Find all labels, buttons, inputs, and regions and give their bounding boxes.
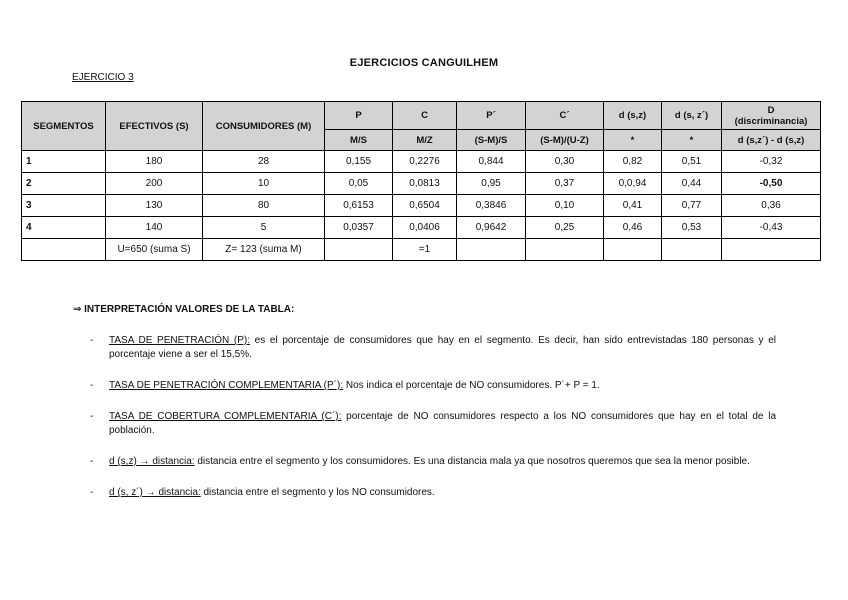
cell-efectivos: 180 <box>106 151 203 173</box>
cell-efectivos: 140 <box>106 217 203 239</box>
cell-p: 0,05 <box>325 173 393 195</box>
segments-table <box>21 101 821 261</box>
term-label: d (s,z) → distancia: <box>109 456 195 467</box>
header-p-prime: P´ <box>457 102 526 130</box>
dash-bullet: - <box>90 380 94 391</box>
header-row <box>22 102 821 130</box>
term-label: TASA DE PENETRACIÓN (P): <box>109 335 251 346</box>
cell-segment: 4 <box>22 217 106 239</box>
cell-efectivos: 200 <box>106 173 203 195</box>
term-label: TASA DE PENETRACIÓN COMPLEMENTARIA (P´): <box>109 380 344 391</box>
cell-p-prime: 0,9642 <box>457 217 526 239</box>
cell-segment: 2 <box>22 173 106 195</box>
dash-bullet: - <box>90 487 94 498</box>
header-c: C <box>393 102 457 130</box>
cell-empty <box>662 239 722 261</box>
cell-p: 0,0357 <box>325 217 393 239</box>
term-description: Nos indica el porcentaje de NO consumidores. P´+ P = 1. <box>343 380 600 391</box>
cell-p: 0,155 <box>325 151 393 173</box>
term-description: porcentaje de NO consumidores respecto a los NO consumidores que hay en el total de la población. <box>109 411 777 436</box>
dash-bullet: - <box>90 335 94 346</box>
cell-p-prime: 0,3846 <box>457 195 526 217</box>
cell-segment: 1 <box>22 151 106 173</box>
list-item-text <box>109 486 776 500</box>
cell-p-prime: 0,95 <box>457 173 526 195</box>
list-item <box>90 334 776 362</box>
total-z: Z= 123 (suma M) <box>203 239 325 261</box>
totals-row <box>22 239 821 261</box>
cell-empty <box>604 239 662 261</box>
total-u: U=650 (suma S) <box>106 239 203 261</box>
cell-p-prime: 0,844 <box>457 151 526 173</box>
table-row <box>22 173 821 195</box>
cell-dszp: 0,77 <box>662 195 722 217</box>
cell-segment: 3 <box>22 195 106 217</box>
formula-d: d (s,z´) - d (s,z) <box>722 130 821 151</box>
term-description: es el porcentaje de consumidores que hay en el segmento. Es decir, han sido entrevistadas 180 personas y el porcentaje viene a ser el 15,5%. <box>109 335 776 360</box>
document-title: EJERCICIOS CANGUILHEM <box>349 57 499 69</box>
list-item <box>90 486 776 500</box>
header-p: P <box>325 102 393 130</box>
cell-d: 0,36 <box>722 195 821 217</box>
cell-p: 0,6153 <box>325 195 393 217</box>
cell-consumidores: 5 <box>203 217 325 239</box>
dash-bullet: - <box>90 456 94 467</box>
cell-c: 0,2276 <box>393 151 457 173</box>
formula-p-prime: (S-M)/S <box>457 130 526 151</box>
cell-c: 0,0406 <box>393 217 457 239</box>
header-consumidores: CONSUMIDORES (M) <box>203 102 325 151</box>
cell-dszp: 0,51 <box>662 151 722 173</box>
dash-bullet: - <box>90 411 94 422</box>
cell-empty <box>526 239 604 261</box>
header-efectivos: EFECTIVOS (S) <box>106 102 203 151</box>
cell-consumidores: 28 <box>203 151 325 173</box>
term-description: distancia entre el segmento y los consumidores. Es una distancia mala ya que nosotros queremos que sea la menor posible. <box>194 456 750 467</box>
term-description: distancia entre el segmento y los NO consumidores. <box>200 487 435 498</box>
header-d-label: D <box>767 104 775 116</box>
cell-empty <box>22 239 106 261</box>
exercise-subtitle: EJERCICIO 3 <box>72 72 134 83</box>
list-item-text <box>109 379 776 393</box>
total-c: =1 <box>393 239 457 261</box>
cell-dsz: 0,41 <box>604 195 662 217</box>
cell-c-prime: 0,25 <box>526 217 604 239</box>
formula-dsz: * <box>604 130 662 151</box>
cell-dszp: 0,53 <box>662 217 722 239</box>
formula-c: M/Z <box>393 130 457 151</box>
term-label: TASA DE COBERTURA COMPLEMENTARIA (C´): <box>109 411 342 422</box>
cell-d: -0,32 <box>722 151 821 173</box>
list-item-text <box>109 410 776 438</box>
formula-c-prime: (S-M)/(U-Z) <box>526 130 604 151</box>
cell-d: -0,50 <box>722 173 821 195</box>
cell-c: 0,0813 <box>393 173 457 195</box>
cell-consumidores: 80 <box>203 195 325 217</box>
header-dsz: d (s,z) <box>604 102 662 130</box>
cell-consumidores: 10 <box>203 173 325 195</box>
header-d <box>722 102 821 130</box>
header-c-prime: C´ <box>526 102 604 130</box>
table-row <box>22 195 821 217</box>
list-item <box>90 410 776 438</box>
cell-d: -0,43 <box>722 217 821 239</box>
cell-c-prime: 0,37 <box>526 173 604 195</box>
term-label: d (s, z´) → distancia: <box>109 487 201 498</box>
cell-empty <box>325 239 393 261</box>
list-item <box>90 379 776 393</box>
cell-empty <box>457 239 526 261</box>
formula-dszp: * <box>662 130 722 151</box>
formula-p: M/S <box>325 130 393 151</box>
cell-c: 0,6504 <box>393 195 457 217</box>
cell-dszp: 0,44 <box>662 173 722 195</box>
cell-empty <box>722 239 821 261</box>
cell-dsz: 0,82 <box>604 151 662 173</box>
list-item-text <box>109 334 776 362</box>
interpretation-heading: ⇒ INTERPRETACIÓN VALORES DE LA TABLA: <box>73 304 295 315</box>
cell-dsz: 0,46 <box>604 217 662 239</box>
cell-dsz: 0,0,94 <box>604 173 662 195</box>
list-item-text <box>109 455 776 469</box>
cell-efectivos: 130 <box>106 195 203 217</box>
header-d-sub: (discriminancia) <box>734 115 808 127</box>
interpretation-list <box>90 334 776 517</box>
table-row <box>22 217 821 239</box>
cell-c-prime: 0,10 <box>526 195 604 217</box>
header-segmentos: SEGMENTOS <box>22 102 106 151</box>
cell-c-prime: 0,30 <box>526 151 604 173</box>
header-dszp: d (s, z´) <box>662 102 722 130</box>
table-row <box>22 151 821 173</box>
list-item <box>90 455 776 469</box>
